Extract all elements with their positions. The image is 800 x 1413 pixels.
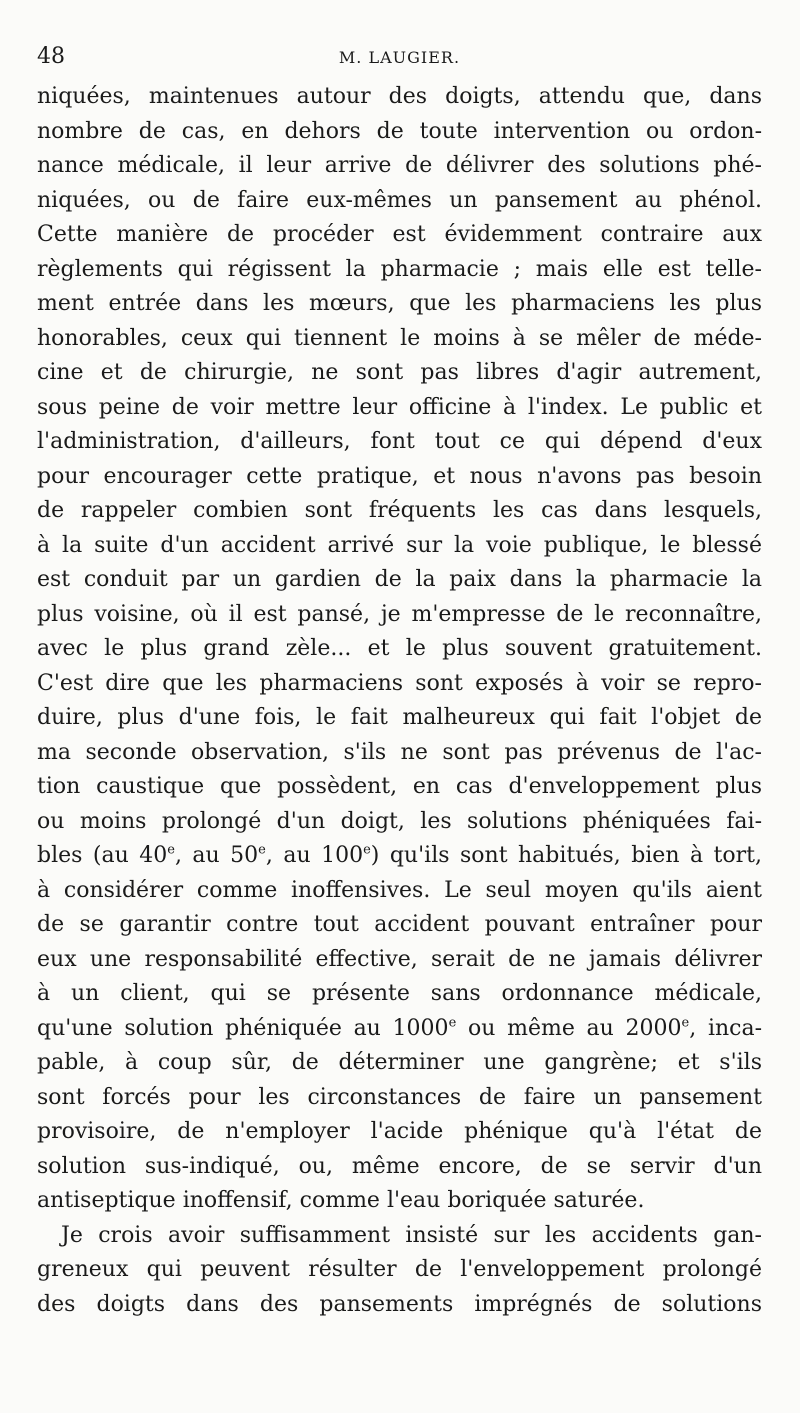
text-line: des doigts dans des pansements imprégnés de solutions <box>37 1291 762 1317</box>
paragraph-continued <box>37 80 762 1219</box>
text-line: sous peine de voir mettre leur officine à l'index. Le public et <box>37 394 762 420</box>
text-line: règlements qui régissent la pharmacie ; mais elle est telle- <box>37 256 762 282</box>
text-line: solution sus-indiqué, ou, même encore, de se servir d'un <box>37 1153 762 1179</box>
text-line: pable, à coup sûr, de déterminer une gangrène; et s'ils <box>37 1050 762 1075</box>
text-run: bles (au 40 <box>37 843 168 868</box>
text-line: cine et de chirurgie, ne sont pas libres d'agir autrement, <box>37 360 762 385</box>
text-line: C'est dire que les pharmaciens sont exposés à voir se repro- <box>37 670 762 696</box>
text-line: sont forcés pour les circonstances de faire un pansement <box>37 1084 762 1110</box>
text-line: ment entrée dans les mœurs, que les pharmaciens les plus <box>37 291 762 316</box>
text-line: de se garantir contre tout accident pouvant entraîner pour <box>37 912 762 937</box>
paragraph-new <box>37 1219 762 1323</box>
text-line: Je crois avoir suffisamment insisté sur les accidents gan- <box>61 1222 762 1248</box>
superscript: e <box>363 842 371 858</box>
text-line: eux une responsabilité effective, serait de ne jamais délivrer <box>37 946 762 972</box>
text-line: duire, plus d'une fois, le fait malheureux qui fait l'objet de <box>37 705 762 730</box>
superscript: e <box>681 1015 690 1031</box>
text-line: niquées, ou de faire eux-mêmes un pansement au phénol. <box>37 187 762 213</box>
superscript: e <box>258 842 266 858</box>
text-line: avec le plus grand zèle... et le plus souvent gratuitement. <box>37 636 762 661</box>
text-line-with-superscripts <box>37 1012 762 1047</box>
text-line: greneux qui peuvent résulter de l'enveloppement prolongé <box>37 1257 762 1282</box>
superscript: e <box>448 1015 457 1031</box>
text-run: qu'une solution phéniquée au 1000 <box>37 1015 449 1041</box>
text-run: , inca- <box>689 1015 762 1041</box>
text-line: tion caustique que possèdent, en cas d'enveloppement plus <box>37 774 762 799</box>
text-line: honorables, ceux qui tiennent le moins à se mêler de méde- <box>37 325 762 351</box>
text-line: ma seconde observation, s'ils ne sont pas prévenus de l'ac- <box>37 739 762 765</box>
text-line: de rappeler combien sont fréquents les cas dans lesquels, <box>37 498 762 523</box>
text-line: ou moins prolongé d'un doigt, les solutions phéniquées fai- <box>37 808 762 834</box>
text-line: est conduit par un gardien de la paix dans la pharmacie la <box>37 567 762 592</box>
text-run: , au 100 <box>265 843 364 868</box>
running-head: M. LAUGIER. <box>338 48 461 67</box>
text-line: niquées, maintenues autour des doigts, attendu que, dans <box>37 84 762 109</box>
superscript: e <box>167 842 175 858</box>
text-line: nombre de cas, en dehors de toute intervention ou ordon- <box>37 118 762 144</box>
text-run: ou même au 2000 <box>456 1015 682 1041</box>
text-line: pour encourager cette pratique, et nous n'avons pas besoin <box>37 463 762 489</box>
text-line: à considérer comme inoffensives. Le seul moyen qu'ils aient <box>37 877 762 903</box>
text-line-with-superscripts <box>37 839 762 874</box>
page-number: 48 <box>37 44 65 69</box>
text-line: à la suite d'un accident arrivé sur la voie publique, le blessé <box>37 532 762 558</box>
text-line: antiseptique inoffensif, comme l'eau boriquée saturée. <box>37 1188 645 1213</box>
page-header <box>37 44 762 74</box>
text-line: nance médicale, il leur arrive de délivrer des solutions phé- <box>37 153 762 178</box>
text-line: provisoire, de n'employer l'acide phénique qu'à l'état de <box>37 1119 762 1144</box>
text-line: plus voisine, où il est pansé, je m'empresse de le reconnaître, <box>37 601 762 627</box>
text-line: l'administration, d'ailleurs, font tout ce qui dépend d'eux <box>37 429 762 454</box>
text-run: ) qu'ils sont habitués, bien à tort, <box>370 843 762 868</box>
text-run: , au 50 <box>174 843 259 868</box>
text-line: Cette manière de procéder est évidemment contraire aux <box>37 222 762 247</box>
text-line: à un client, qui se présente sans ordonnance médicale, <box>37 981 762 1006</box>
